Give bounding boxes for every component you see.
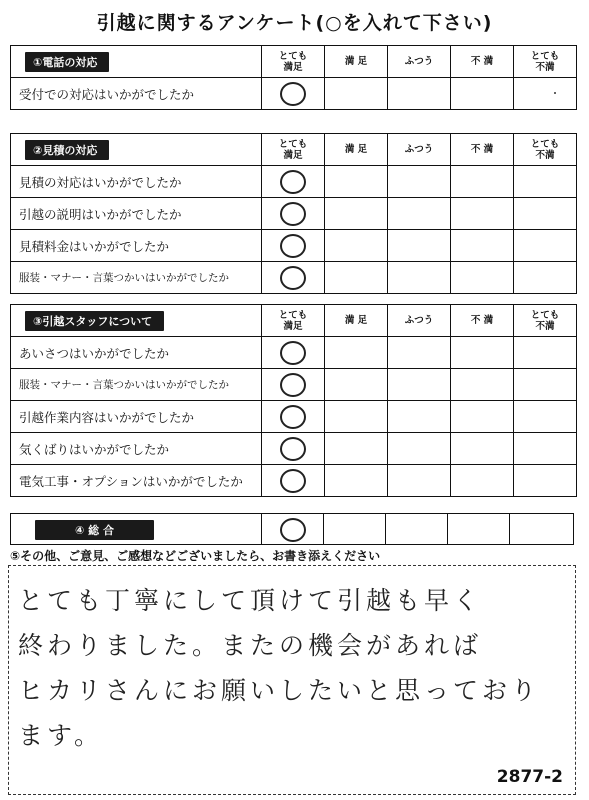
- comment-line: ヒカリさんにお願いしたいと思っており: [18, 676, 541, 705]
- answer-neutral[interactable]: [388, 465, 451, 497]
- column-header-satisfied: 満 足: [325, 305, 388, 337]
- answer-very-satisfied[interactable]: [262, 465, 325, 497]
- handwritten-comment: [18, 578, 568, 758]
- answer-very-dissatisfied[interactable]: [514, 198, 577, 230]
- answer-dissatisfied[interactable]: [451, 166, 514, 198]
- overall-row: [10, 513, 574, 545]
- answer-dissatisfied[interactable]: [451, 433, 514, 465]
- answer-very-dissatisfied[interactable]: [514, 369, 577, 401]
- question-text: 引越作業内容はいかがでしたか: [11, 401, 262, 433]
- answer-satisfied[interactable]: [325, 433, 388, 465]
- question-row: [11, 465, 577, 497]
- answer-dissatisfied[interactable]: [451, 198, 514, 230]
- column-header-dissatisfied: 不 満: [451, 305, 514, 337]
- circle-mark-icon: [280, 437, 306, 461]
- answer-dissatisfied[interactable]: [451, 337, 514, 369]
- circle-mark-icon: [280, 234, 306, 258]
- survey-title: 引越に関するアンケート(○を入れて下さい): [96, 12, 493, 34]
- question-row: [11, 337, 577, 369]
- circle-mark-icon: [280, 518, 306, 542]
- circle-mark-icon: [280, 266, 306, 290]
- answer-very-satisfied[interactable]: [261, 514, 324, 544]
- circle-mark-icon: [280, 469, 306, 493]
- section-phone-table: [10, 45, 577, 110]
- answer-dissatisfied[interactable]: [451, 369, 514, 401]
- column-header-neutral: ふつう: [388, 46, 451, 78]
- question-text: 受付での対応はいかがでしたか: [11, 78, 262, 110]
- circle-mark-icon: [280, 373, 306, 397]
- question-row: [11, 78, 577, 110]
- answer-satisfied[interactable]: [325, 198, 388, 230]
- answer-very-dissatisfied[interactable]: [514, 433, 577, 465]
- comment-line: とても丁寧にして頂けて引越も早く: [18, 586, 483, 615]
- circle-mark-icon: [280, 202, 306, 226]
- answer-very-dissatisfied[interactable]: [514, 465, 577, 497]
- answer-neutral[interactable]: [388, 337, 451, 369]
- column-header-very-satisfied: とても 満足: [262, 46, 325, 78]
- answer-very-satisfied[interactable]: [262, 198, 325, 230]
- section-label-cell: [11, 134, 262, 166]
- answer-very-dissatisfied[interactable]: [514, 401, 577, 433]
- answer-satisfied[interactable]: [325, 262, 388, 294]
- column-header-neutral: ふつう: [388, 134, 451, 166]
- question-row: [11, 198, 577, 230]
- answer-neutral[interactable]: [385, 514, 448, 544]
- answer-neutral[interactable]: [388, 369, 451, 401]
- question-text: 電気工事・オプションはいかがでしたか: [11, 465, 262, 497]
- column-header-satisfied: 満 足: [325, 134, 388, 166]
- answer-dissatisfied[interactable]: [451, 78, 514, 110]
- answer-neutral[interactable]: [388, 78, 451, 110]
- column-header-neutral: ふつう: [388, 305, 451, 337]
- answer-neutral[interactable]: [388, 401, 451, 433]
- question-text: 服装・マナー・言葉つかいはいかがでしたか: [11, 369, 262, 401]
- answer-very-satisfied[interactable]: [262, 337, 325, 369]
- question-row: [11, 433, 577, 465]
- answer-very-satisfied[interactable]: [262, 401, 325, 433]
- section-label-phone: ①電話の対応: [25, 52, 109, 72]
- question-text: 服装・マナー・言葉つかいはいかがでしたか: [11, 262, 262, 294]
- column-header-very-satisfied: とても 満足: [262, 134, 325, 166]
- overall-answer-cells: [261, 514, 573, 544]
- answer-dissatisfied[interactable]: [451, 465, 514, 497]
- answer-very-dissatisfied[interactable]: [514, 78, 577, 110]
- section-header-row: [11, 46, 577, 78]
- answer-satisfied[interactable]: [323, 514, 386, 544]
- answer-very-satisfied[interactable]: [262, 262, 325, 294]
- answer-dissatisfied[interactable]: [451, 401, 514, 433]
- answer-satisfied[interactable]: [325, 166, 388, 198]
- comment-line: ます。: [18, 721, 104, 750]
- question-row: [11, 369, 577, 401]
- stray-dot-icon: [554, 92, 556, 94]
- answer-very-satisfied[interactable]: [262, 78, 325, 110]
- answer-very-dissatisfied[interactable]: [514, 262, 577, 294]
- section-header-row: [11, 134, 577, 166]
- column-header-very-satisfied: とても 満足: [262, 305, 325, 337]
- answer-very-satisfied[interactable]: [262, 433, 325, 465]
- answer-neutral[interactable]: [388, 198, 451, 230]
- section-label-estimate: ②見積の対応: [25, 140, 109, 160]
- column-header-very-dissatisfied: とても 不満: [514, 305, 577, 337]
- answer-very-satisfied[interactable]: [262, 230, 325, 262]
- circle-mark-icon: [280, 82, 306, 106]
- section-label-overall: ④ 総 合: [35, 520, 154, 540]
- question-row: [11, 262, 577, 294]
- section-estimate-table: [10, 133, 577, 294]
- answer-very-dissatisfied[interactable]: [514, 166, 577, 198]
- section-header-row: [11, 305, 577, 337]
- answer-satisfied[interactable]: [325, 401, 388, 433]
- answer-neutral[interactable]: [388, 230, 451, 262]
- circle-mark-icon: [280, 170, 306, 194]
- section-label-cell: [11, 46, 262, 78]
- answer-dissatisfied[interactable]: [451, 230, 514, 262]
- answer-satisfied[interactable]: [325, 465, 388, 497]
- answer-very-dissatisfied[interactable]: [514, 230, 577, 262]
- question-text: 見積の対応はいかがでしたか: [11, 166, 262, 198]
- answer-very-dissatisfied[interactable]: [514, 337, 577, 369]
- question-text: 引越の説明はいかがでしたか: [11, 198, 262, 230]
- comment-prompt: ⑤その他、ご意見、ご感想などございましたら、お書き添えください: [10, 549, 381, 563]
- column-header-very-dissatisfied: とても 不満: [514, 134, 577, 166]
- section-label-cell: [11, 305, 262, 337]
- circle-mark-icon: [280, 341, 306, 365]
- question-row: [11, 230, 577, 262]
- column-header-satisfied: 満 足: [325, 46, 388, 78]
- answer-neutral[interactable]: [388, 166, 451, 198]
- answer-very-dissatisfied[interactable]: [509, 514, 572, 544]
- answer-very-satisfied[interactable]: [262, 166, 325, 198]
- answer-satisfied[interactable]: [325, 337, 388, 369]
- section-label-staff: ③引越スタッフについて: [25, 311, 164, 331]
- answer-satisfied[interactable]: [325, 78, 388, 110]
- answer-very-satisfied[interactable]: [262, 369, 325, 401]
- question-text: 気くばりはいかがでしたか: [11, 433, 262, 465]
- answer-dissatisfied[interactable]: [451, 262, 514, 294]
- comment-line: 終わりました。またの機会があれば: [18, 631, 483, 660]
- question-text: あいさつはいかがでしたか: [11, 337, 262, 369]
- answer-satisfied[interactable]: [325, 369, 388, 401]
- answer-dissatisfied[interactable]: [447, 514, 510, 544]
- section-staff-table: [10, 304, 577, 497]
- question-row: [11, 401, 577, 433]
- column-header-very-dissatisfied: とても 不満: [514, 46, 577, 78]
- answer-neutral[interactable]: [388, 433, 451, 465]
- answer-neutral[interactable]: [388, 262, 451, 294]
- question-text: 見積料金はいかがでしたか: [11, 230, 262, 262]
- answer-satisfied[interactable]: [325, 230, 388, 262]
- column-header-dissatisfied: 不 満: [451, 46, 514, 78]
- circle-mark-icon: [280, 405, 306, 429]
- form-number: 2877-2: [496, 767, 563, 787]
- question-row: [11, 166, 577, 198]
- column-header-dissatisfied: 不 満: [451, 134, 514, 166]
